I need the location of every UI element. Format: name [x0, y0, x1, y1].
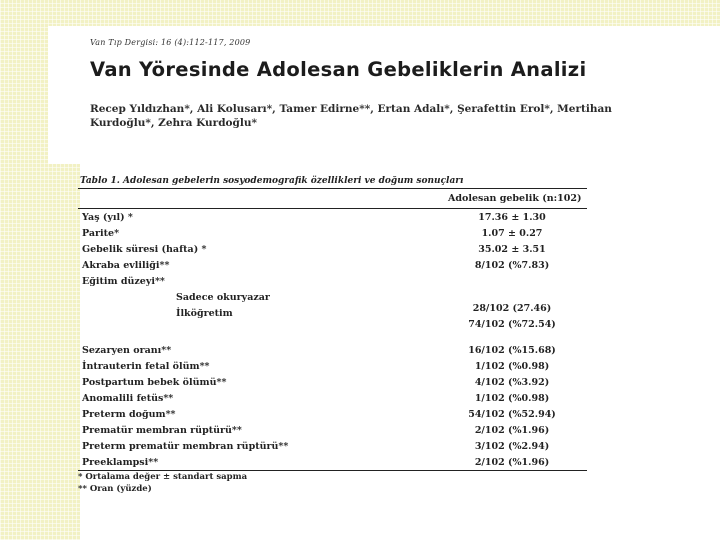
row-value: 28/102 (27.46): [472, 303, 552, 314]
row-label: Prematür membran rüptürü**: [82, 425, 242, 436]
row-label: Akraba evliliği**: [82, 260, 170, 271]
row-value: 3/102 (%2.94): [474, 441, 550, 452]
demographics-table: [78, 188, 587, 470]
footnote-ratio: ** Oran (yüzde): [78, 484, 152, 494]
row-value: 8/102 (%7.83): [474, 260, 550, 271]
row-value: 1/102 (%0.98): [474, 393, 550, 404]
row-label: Preeklampsi**: [82, 457, 159, 468]
row-label: İntrauterin fetal ölüm**: [82, 361, 210, 372]
journal-citation: Van Tıp Dergisi: 16 (4):112-117, 2009: [90, 38, 251, 47]
header-rule: [78, 208, 587, 209]
row-value: 2/102 (%1.96): [474, 457, 550, 468]
row-value: 16/102 (%15.68): [468, 345, 556, 356]
row-label: Anomalili fetüs**: [82, 393, 174, 404]
author-list: Recep Yıldızhan*, Ali Kolusarı*, Tamer Edirne**, Ertan Adalı*, Şerafettin Erol*, Mertihan Kurdoğlu*, Zehra Kurdoğlu*: [90, 103, 612, 129]
row-label: Eğitim düzeyi**: [82, 276, 165, 287]
row-value: 2/102 (%1.96): [474, 425, 550, 436]
row-value: 4/102 (%3.92): [474, 377, 550, 388]
table-top-rule: [78, 188, 587, 189]
row-label: Parite*: [82, 228, 120, 239]
row-label: Yaş (yıl) *: [82, 212, 133, 223]
row-value: 74/102 (%72.54): [468, 319, 556, 330]
row-value: 1/102 (%0.98): [474, 361, 550, 372]
row-label: Preterm doğum**: [82, 409, 176, 420]
table-caption: Tablo 1. Adolesan gebelerin sosyodemografik özellikleri ve doğum sonuçları: [80, 176, 464, 186]
row-label: Postpartum bebek ölümü**: [82, 377, 227, 388]
decorative-top-pattern: [80, 0, 720, 26]
row-value: 35.02 ± 3.51: [478, 244, 546, 255]
row-value: 1.07 ± 0.27: [481, 228, 543, 239]
column-header: Adolesan gebelik (n:102): [448, 193, 582, 204]
article-title: Van Yöresinde Adolesan Gebeliklerin Analizi: [90, 58, 587, 81]
footnote-mean: * Ortalama değer ± standart sapma: [78, 472, 248, 482]
row-label-sub: İlköğretim: [176, 308, 233, 319]
row-label: Gebelik süresi (hafta) *: [82, 244, 207, 255]
row-label: Sezaryen oranı**: [82, 345, 172, 356]
row-value: 54/102 (%52.94): [468, 409, 556, 420]
row-label-sub: Sadece okuryazar: [176, 292, 270, 303]
row-label: Preterm prematür membran rüptürü**: [82, 441, 289, 452]
table-bottom-rule: [78, 470, 587, 471]
row-value: 17.36 ± 1.30: [478, 212, 546, 223]
